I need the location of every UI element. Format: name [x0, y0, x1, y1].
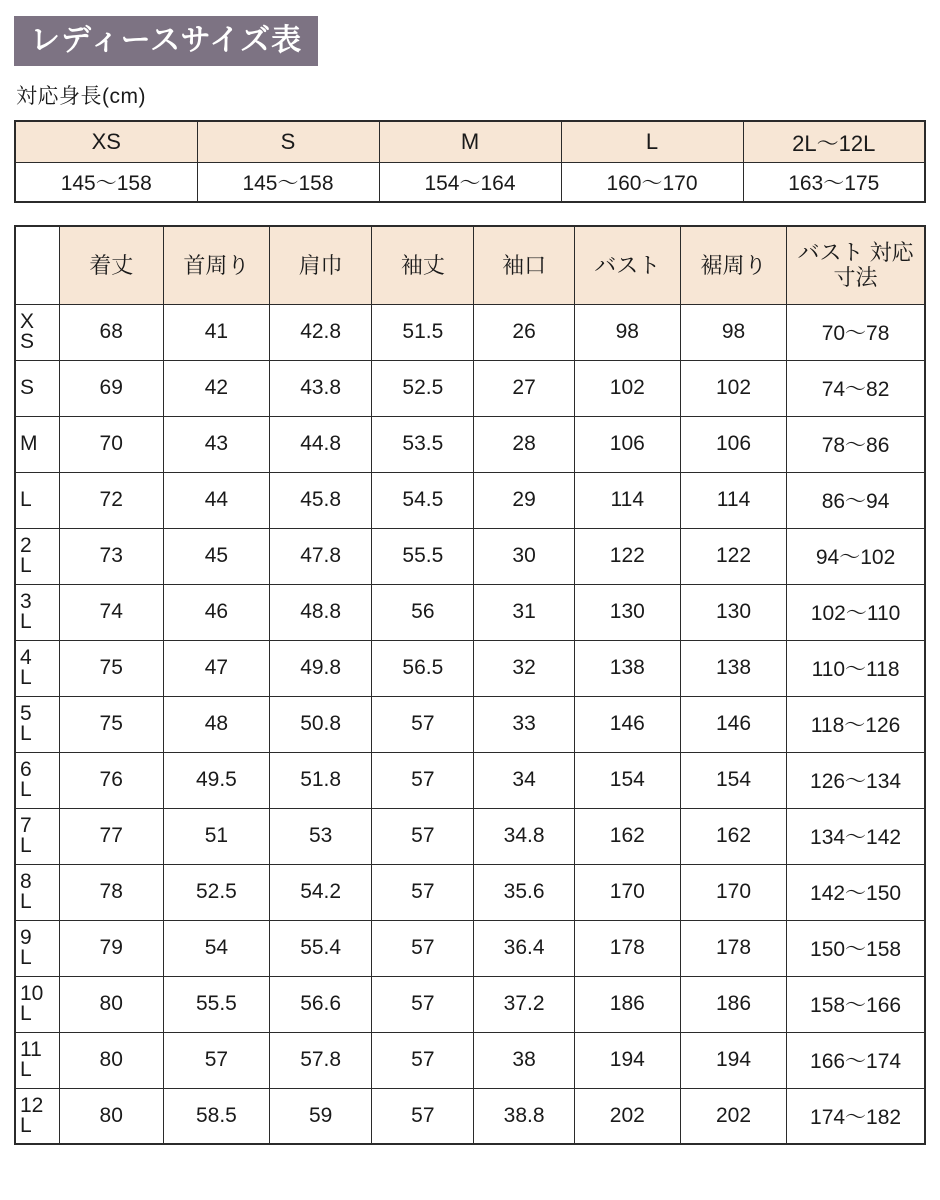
cell-kitake: 74 — [59, 584, 163, 640]
cell-bust-taiou: 158〜166 — [787, 976, 925, 1032]
row-size-line: 10 — [20, 982, 44, 1006]
cell-katahaba: 44.8 — [270, 416, 372, 472]
cell-kitake: 68 — [59, 304, 163, 360]
cell-susomawari: 98 — [680, 304, 786, 360]
cell-katahaba: 47.8 — [270, 528, 372, 584]
table-row — [15, 416, 925, 472]
height-size-header: M — [379, 121, 561, 163]
column-header-sodetake — [372, 226, 474, 304]
row-size-label — [15, 920, 59, 976]
row-size-line: L — [20, 1058, 32, 1081]
cell-sodetake: 57 — [372, 976, 474, 1032]
cell-susomawari: 130 — [680, 584, 786, 640]
cell-sodetake: 57 — [372, 920, 474, 976]
cell-bust: 102 — [574, 360, 680, 416]
cell-kitake: 80 — [59, 1032, 163, 1088]
cell-bust-taiou: 102〜110 — [787, 584, 925, 640]
cell-sodeguchi: 32 — [474, 640, 574, 696]
cell-kitake: 75 — [59, 696, 163, 752]
height-table-header-row — [15, 121, 925, 163]
cell-kubimawari: 44 — [163, 472, 269, 528]
column-header-line1: バスト — [797, 239, 864, 265]
table-row — [15, 304, 925, 360]
height-size-header: XS — [15, 121, 197, 163]
column-header-line1: 裾周り — [700, 252, 767, 278]
cell-bust-taiou: 118〜126 — [787, 696, 925, 752]
row-size-line: 5 — [20, 702, 32, 726]
row-size-label — [15, 472, 59, 528]
column-header-katahaba — [270, 226, 372, 304]
measurement-corner-cell — [15, 226, 59, 304]
cell-kitake: 72 — [59, 472, 163, 528]
cell-susomawari: 186 — [680, 976, 786, 1032]
cell-susomawari: 138 — [680, 640, 786, 696]
table-row — [15, 920, 925, 976]
table-row — [15, 528, 925, 584]
cell-sodetake: 57 — [372, 1032, 474, 1088]
cell-sodeguchi: 28 — [474, 416, 574, 472]
height-size-header: S — [197, 121, 379, 163]
column-header-line2: 対応寸法 — [833, 239, 914, 291]
height-table-body — [15, 121, 925, 202]
cell-bust: 98 — [574, 304, 680, 360]
row-size-line: L — [20, 666, 32, 689]
row-size-line: 4 — [20, 646, 32, 670]
table-row — [15, 472, 925, 528]
cell-susomawari: 114 — [680, 472, 786, 528]
cell-bust-taiou: 86〜94 — [787, 472, 925, 528]
column-header-kubimawari — [163, 226, 269, 304]
row-size-line: 2 — [20, 534, 32, 558]
row-size-label — [15, 1088, 59, 1144]
height-table — [14, 120, 926, 203]
cell-bust: 106 — [574, 416, 680, 472]
cell-katahaba: 50.8 — [270, 696, 372, 752]
cell-kubimawari: 42 — [163, 360, 269, 416]
cell-sodetake: 57 — [372, 752, 474, 808]
cell-sodetake: 57 — [372, 808, 474, 864]
table-row — [15, 808, 925, 864]
cell-kitake: 75 — [59, 640, 163, 696]
row-size-label — [15, 304, 59, 360]
cell-bust: 194 — [574, 1032, 680, 1088]
measurement-table-body — [15, 304, 925, 1144]
cell-kubimawari: 45 — [163, 528, 269, 584]
cell-sodetake: 56.5 — [372, 640, 474, 696]
cell-kitake: 78 — [59, 864, 163, 920]
cell-susomawari: 170 — [680, 864, 786, 920]
row-size-label — [15, 528, 59, 584]
row-size-line: S — [20, 330, 35, 353]
cell-kitake: 80 — [59, 1088, 163, 1144]
measurement-table-head — [15, 226, 925, 304]
row-size-line: L — [20, 834, 32, 857]
cell-bust: 170 — [574, 864, 680, 920]
row-size-line: L — [20, 722, 32, 745]
column-header-sodeguchi — [474, 226, 574, 304]
table-row — [15, 864, 925, 920]
cell-bust: 154 — [574, 752, 680, 808]
cell-kitake: 80 — [59, 976, 163, 1032]
cell-sodetake: 57 — [372, 696, 474, 752]
height-table-value-row — [15, 163, 925, 203]
row-size-label — [15, 1032, 59, 1088]
row-size-label — [15, 808, 59, 864]
row-size-line: X — [20, 310, 35, 334]
row-size-line: L — [20, 1002, 32, 1025]
cell-susomawari: 146 — [680, 696, 786, 752]
row-size-line: 11 — [20, 1038, 42, 1062]
cell-sodeguchi: 31 — [474, 584, 574, 640]
cell-kitake: 79 — [59, 920, 163, 976]
cell-sodeguchi: 30 — [474, 528, 574, 584]
cell-bust: 146 — [574, 696, 680, 752]
cell-kitake: 73 — [59, 528, 163, 584]
cell-katahaba: 43.8 — [270, 360, 372, 416]
height-size-header: 2L〜12L — [743, 121, 925, 163]
table-row — [15, 1032, 925, 1088]
cell-bust-taiou: 70〜78 — [787, 304, 925, 360]
cell-bust: 138 — [574, 640, 680, 696]
table-row — [15, 696, 925, 752]
row-size-line: L — [20, 778, 32, 801]
row-size-line: 7 — [20, 814, 32, 838]
cell-sodeguchi: 34.8 — [474, 808, 574, 864]
cell-kubimawari: 55.5 — [163, 976, 269, 1032]
column-header-line1: 袖口 — [502, 252, 547, 278]
row-size-label — [15, 584, 59, 640]
height-range-cell: 145〜158 — [15, 163, 197, 203]
cell-katahaba: 49.8 — [270, 640, 372, 696]
cell-susomawari: 154 — [680, 752, 786, 808]
cell-bust: 202 — [574, 1088, 680, 1144]
cell-bust-taiou: 74〜82 — [787, 360, 925, 416]
column-header-line1: 着丈 — [89, 252, 134, 278]
row-size-line: L — [20, 1113, 32, 1137]
row-size-label — [15, 864, 59, 920]
row-size-label — [15, 360, 59, 416]
cell-sodeguchi: 27 — [474, 360, 574, 416]
cell-katahaba: 55.4 — [270, 920, 372, 976]
height-range-cell: 145〜158 — [197, 163, 379, 203]
table-row — [15, 360, 925, 416]
column-header-line1: 袖丈 — [400, 252, 445, 278]
cell-bust-taiou: 94〜102 — [787, 528, 925, 584]
cell-kitake: 76 — [59, 752, 163, 808]
cell-sodeguchi: 35.6 — [474, 864, 574, 920]
row-size-line: 9 — [20, 926, 32, 950]
cell-katahaba: 56.6 — [270, 976, 372, 1032]
column-header-line1: バスト — [594, 252, 661, 278]
cell-susomawari: 106 — [680, 416, 786, 472]
row-size-line: 8 — [20, 870, 32, 894]
cell-kitake: 69 — [59, 360, 163, 416]
cell-kubimawari: 49.5 — [163, 752, 269, 808]
cell-bust-taiou: 126〜134 — [787, 752, 925, 808]
measurement-section — [14, 225, 926, 1145]
row-size-line: 12 — [20, 1093, 44, 1117]
measurement-table — [14, 225, 926, 1145]
measurement-header-row — [15, 226, 925, 304]
cell-kubimawari: 48 — [163, 696, 269, 752]
page-title: レディースサイズ表 — [14, 16, 318, 66]
cell-sodetake: 51.5 — [372, 304, 474, 360]
cell-katahaba: 45.8 — [270, 472, 372, 528]
cell-sodeguchi: 38.8 — [474, 1088, 574, 1144]
row-size-label — [15, 640, 59, 696]
table-row — [15, 976, 925, 1032]
cell-susomawari: 178 — [680, 920, 786, 976]
cell-bust: 162 — [574, 808, 680, 864]
height-range-cell: 160〜170 — [561, 163, 743, 203]
cell-kubimawari: 58.5 — [163, 1088, 269, 1144]
cell-sodetake: 57 — [372, 864, 474, 920]
row-size-line: S — [20, 376, 35, 400]
cell-sodeguchi: 38 — [474, 1032, 574, 1088]
column-header-line1: 肩巾 — [298, 252, 343, 278]
table-row — [15, 1088, 925, 1144]
row-size-line: L — [20, 890, 32, 913]
column-header-susomawari — [680, 226, 786, 304]
row-size-line: L — [20, 946, 32, 969]
cell-susomawari: 202 — [680, 1088, 786, 1144]
cell-sodetake: 52.5 — [372, 360, 474, 416]
cell-katahaba: 59 — [270, 1088, 372, 1144]
cell-bust: 122 — [574, 528, 680, 584]
cell-bust-taiou: 150〜158 — [787, 920, 925, 976]
row-size-line: L — [20, 488, 32, 512]
cell-kubimawari: 54 — [163, 920, 269, 976]
cell-katahaba: 54.2 — [270, 864, 372, 920]
cell-katahaba: 48.8 — [270, 584, 372, 640]
height-range-cell: 163〜175 — [743, 163, 925, 203]
cell-kubimawari: 51 — [163, 808, 269, 864]
cell-bust-taiou: 134〜142 — [787, 808, 925, 864]
cell-sodetake: 56 — [372, 584, 474, 640]
cell-bust-taiou: 78〜86 — [787, 416, 925, 472]
row-size-line: L — [20, 610, 32, 633]
cell-katahaba: 53 — [270, 808, 372, 864]
column-header-line1: 首周り — [183, 252, 250, 278]
column-header-kitake — [59, 226, 163, 304]
cell-kubimawari: 41 — [163, 304, 269, 360]
cell-susomawari: 102 — [680, 360, 786, 416]
row-size-line: 6 — [20, 758, 32, 782]
cell-bust: 186 — [574, 976, 680, 1032]
row-size-line: 3 — [20, 590, 32, 614]
cell-kubimawari: 57 — [163, 1032, 269, 1088]
cell-kubimawari: 47 — [163, 640, 269, 696]
column-header-bust — [574, 226, 680, 304]
table-row — [15, 752, 925, 808]
cell-sodeguchi: 29 — [474, 472, 574, 528]
cell-sodetake: 54.5 — [372, 472, 474, 528]
cell-kubimawari: 52.5 — [163, 864, 269, 920]
cell-bust-taiou: 142〜150 — [787, 864, 925, 920]
cell-bust-taiou: 174〜182 — [787, 1088, 925, 1144]
row-size-label — [15, 696, 59, 752]
row-size-line: L — [20, 554, 32, 577]
height-range-cell: 154〜164 — [379, 163, 561, 203]
cell-sodeguchi: 34 — [474, 752, 574, 808]
cell-bust: 114 — [574, 472, 680, 528]
row-size-line: M — [20, 432, 38, 456]
height-section-label: 対応身長(cm) — [16, 85, 146, 108]
cell-sodeguchi: 36.4 — [474, 920, 574, 976]
cell-sodetake: 53.5 — [372, 416, 474, 472]
cell-bust-taiou: 110〜118 — [787, 640, 925, 696]
cell-sodeguchi: 26 — [474, 304, 574, 360]
table-row — [15, 640, 925, 696]
cell-bust: 178 — [574, 920, 680, 976]
cell-bust-taiou: 166〜174 — [787, 1032, 925, 1088]
cell-susomawari: 122 — [680, 528, 786, 584]
cell-susomawari: 162 — [680, 808, 786, 864]
cell-katahaba: 57.8 — [270, 1032, 372, 1088]
cell-katahaba: 51.8 — [270, 752, 372, 808]
row-size-label — [15, 976, 59, 1032]
cell-bust: 130 — [574, 584, 680, 640]
cell-sodeguchi: 37.2 — [474, 976, 574, 1032]
cell-kitake: 77 — [59, 808, 163, 864]
column-header-bust-taiou — [787, 226, 925, 304]
cell-sodetake: 57 — [372, 1088, 474, 1144]
row-size-label — [15, 416, 59, 472]
cell-susomawari: 194 — [680, 1032, 786, 1088]
cell-kubimawari: 46 — [163, 584, 269, 640]
cell-sodeguchi: 33 — [474, 696, 574, 752]
cell-katahaba: 42.8 — [270, 304, 372, 360]
cell-sodetake: 55.5 — [372, 528, 474, 584]
table-row — [15, 584, 925, 640]
height-size-header: L — [561, 121, 743, 163]
row-size-label — [15, 752, 59, 808]
cell-kitake: 70 — [59, 416, 163, 472]
cell-kubimawari: 43 — [163, 416, 269, 472]
